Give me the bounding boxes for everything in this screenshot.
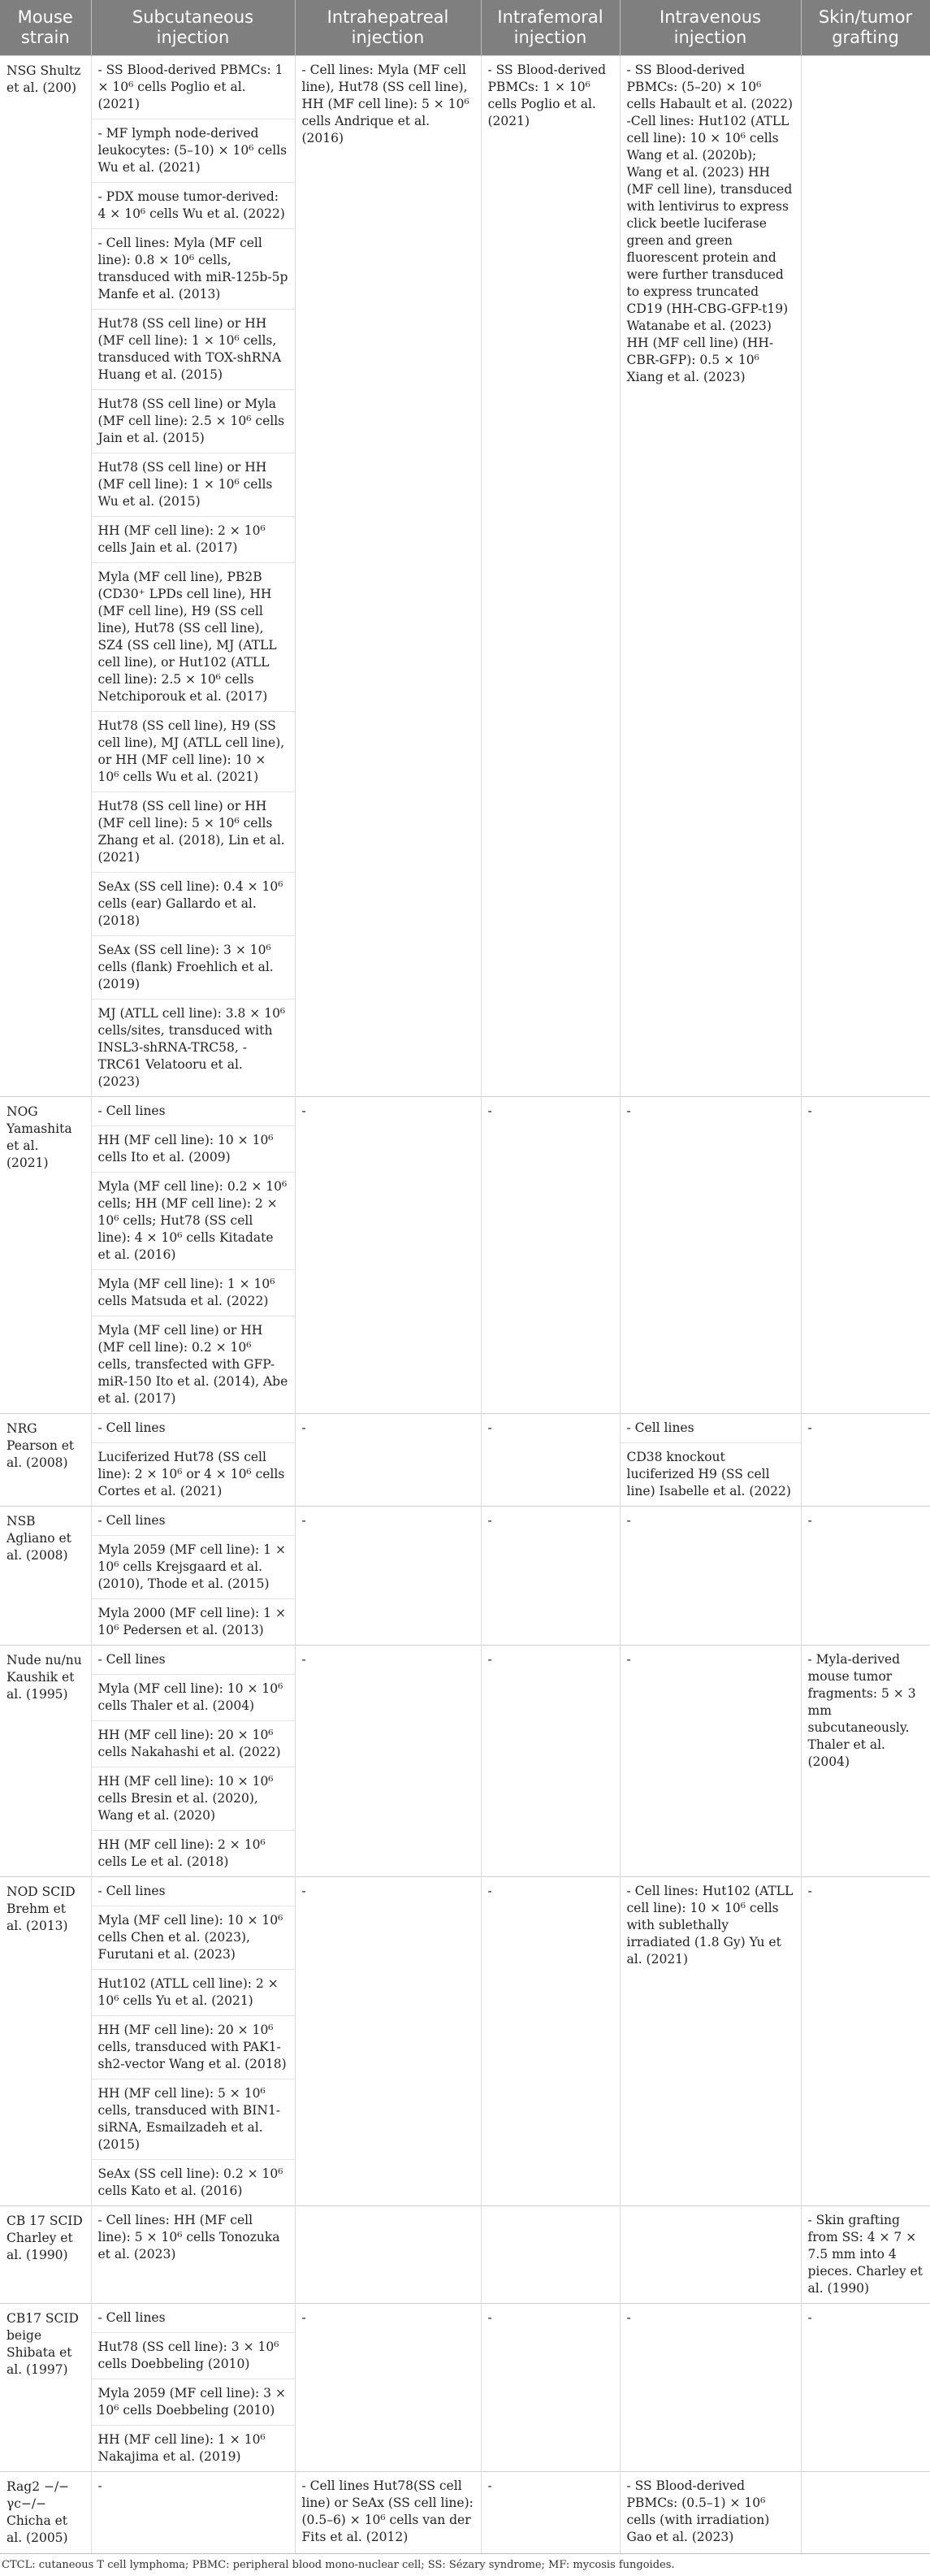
sub-cell <box>91 1414 295 1507</box>
table-row <box>0 1097 930 1414</box>
hep-entry: - Cell lines Hut78(SS cell line) or SeAx (SS cell line): (0.5–6) × 10⁶ cells van der Fits et al. (2012) <box>301 2478 474 2544</box>
iv-cell <box>620 2304 801 2472</box>
mouse-strain-cell: Rag2 −/− γc−/− Chicha et al. (2005) <box>0 2472 91 2554</box>
sub-entry: Myla 2059 (MF cell line): 3 × 10⁶ cells Doebbeling (2010) <box>92 2379 295 2426</box>
sub-entry: - SS Blood-derived PBMCs: 1 × 10⁶ cells Poglio et al. (2021) <box>92 56 295 119</box>
iv-cell <box>620 56 801 1097</box>
sub-entry: HH (MF cell line): 1 × 10⁶ Nakajima et al. (2019) <box>97 2432 266 2464</box>
skin-cell <box>801 1097 930 1414</box>
skin-entry <box>802 2472 930 2483</box>
iv-cell <box>620 1877 801 2206</box>
sub-entry: Myla (MF cell line), PB2B (CD30⁺ LPDs cell line), HH (MF cell line), H9 (SS cell line), Hut78 (SS cell line), SZ4 (SS cell line), MJ (ATLL cell line), or Hut102 (ATLL cell line): 2.5 × 10⁶ cells Netchiporouk et al. (2017) <box>92 563 295 712</box>
hep-cell <box>295 1646 481 1877</box>
skin-cell <box>801 2304 930 2472</box>
table-header-row <box>0 0 930 56</box>
hep-cell <box>295 2472 481 2554</box>
fem-entry: - <box>487 1652 492 1667</box>
sub-entry: - MF lymph node-derived leukocytes: (5–10) × 10⁶ cells Wu et al. (2021) <box>92 119 295 183</box>
sub-entry: HH (MF cell line): 2 × 10⁶ cells Le et al. (2018) <box>97 1837 266 1869</box>
iv-cell <box>620 2472 801 2554</box>
sub-cell <box>91 1097 295 1414</box>
table-row <box>0 1877 930 2206</box>
sub-entry: HH (MF cell line): 5 × 10⁶ cells, transduced with BIN1- siRNA, Esmailzadeh et al. (2015) <box>92 2079 295 2160</box>
sub-entry: Myla 2059 (MF cell line): 1 × 10⁶ cells Krejsgaard et al. (2010), Thode et al. (2015) <box>92 1536 295 1599</box>
hep-entry: - Cell lines: Myla (MF cell line), Hut78 (SS cell line), HH (MF cell line): 5 × 10⁶ cells Andrique et al. (2016) <box>301 63 469 145</box>
iv-entry: - <box>626 1652 631 1667</box>
sub-cell <box>91 1507 295 1646</box>
fem-entry: - SS Blood-derived PBMCs: 1 × 10⁶ cells Poglio et al. (2021) <box>487 63 607 128</box>
fem-entry: - <box>487 2478 492 2493</box>
skin-cell <box>801 2206 930 2304</box>
sub-entry: - Cell lines <box>92 1097 295 1126</box>
fem-cell <box>481 1507 620 1646</box>
fem-cell <box>481 2472 620 2554</box>
iv-cell <box>620 2206 801 2304</box>
mouse-strain-cell: Nude nu/nu Kaushik et al. (1995) <box>0 1646 91 1877</box>
table-footnote: CTCL: cutaneous T cell lymphoma; PBMC: peripheral blood mono-nuclear cell; SS: Sézary syndrome; MF: mycosis fungoides. <box>0 2553 930 2576</box>
skin-entry <box>802 56 930 67</box>
header-mouse-strain: Mouse strain <box>0 0 91 56</box>
fem-cell <box>481 56 620 1097</box>
sub-entry: SeAx (SS cell line): 3 × 10⁶ cells (flank) Froehlich et al. (2019) <box>92 936 295 1000</box>
table-row <box>0 2304 930 2472</box>
header-skin-grafting: Skin/tumor grafting <box>801 0 930 56</box>
hep-entry: - <box>301 1884 306 1898</box>
sub-entry: HH (MF cell line): 20 × 10⁶ cells Nakahashi et al. (2022) <box>92 1721 295 1767</box>
sub-entry: - Cell lines: Myla (MF cell line): 0.8 × 10⁶ cells, transduced with miR-125b-5p Manfe et al. (2013) <box>92 229 295 310</box>
skin-entry: - <box>807 2310 812 2325</box>
fem-cell <box>481 2304 620 2472</box>
header-intravenous: Intravenous injection <box>620 0 801 56</box>
hep-entry: - <box>301 2310 306 2325</box>
fem-entry: - <box>487 2310 492 2325</box>
table-row <box>0 2206 930 2304</box>
hep-entry: - <box>301 1513 306 1528</box>
sub-cell <box>91 56 295 1097</box>
skin-entry: - Skin grafting from SS: 4 × 7 × 7.5 mm into 4 pieces. Charley et al. (1990) <box>807 2213 923 2296</box>
hep-entry: - <box>301 1104 306 1118</box>
mouse-strain-cell: NSB Agliano et al. (2008) <box>0 1507 91 1646</box>
sub-entry: SeAx (SS cell line): 0.4 × 10⁶ cells (ear) Gallardo et al. (2018) <box>92 873 295 936</box>
sub-cell <box>91 2304 295 2472</box>
hep-cell <box>295 56 481 1097</box>
sub-entry: Hut78 (SS cell line), H9 (SS cell line), MJ (ATLL cell line), or HH (MF cell line): 10 × 10⁶ cells Wu et al. (2021) <box>92 712 295 792</box>
skin-cell <box>801 1877 930 2206</box>
iv-cell <box>620 1646 801 1877</box>
fem-cell <box>481 1877 620 2206</box>
sub-entry: Hut78 (SS cell line) or Myla (MF cell line): 2.5 × 10⁶ cells Jain et al. (2015) <box>92 390 295 453</box>
fem-entry: - <box>487 1884 492 1898</box>
sub-entry: MJ (ATLL cell line): 3.8 × 10⁶ cells/sites, transduced with INSL3-shRNA-TRC58, -TRC61 Velatooru et al. (2023) <box>97 1006 286 1089</box>
sub-entry: Myla 2000 (MF cell line): 1 × 10⁶ Pedersen et al. (2013) <box>97 1606 286 1637</box>
table-row <box>0 1646 930 1877</box>
mouse-strain-cell: CB 17 SCID Charley et al. (1990) <box>0 2206 91 2304</box>
sub-cell <box>91 1646 295 1877</box>
iv-entry <box>621 2206 801 2218</box>
skin-cell <box>801 1507 930 1646</box>
fem-entry: - <box>487 1420 492 1435</box>
sub-entry: - Cell lines <box>92 1414 295 1443</box>
iv-entry: - Cell lines: Hut102 (ATLL cell line): 10 × 10⁶ cells with sublethally irradiated (1.8 Gy) Yu et al. (2021) <box>626 1884 794 1967</box>
sub-entry: HH (MF cell line): 20 × 10⁶ cells, transduced with PAK1-sh2-vector Wang et al. (2018) <box>92 2016 295 2079</box>
header-subcutaneous: Subcutaneous injection <box>91 0 295 56</box>
fem-cell <box>481 2206 620 2304</box>
table-row <box>0 56 930 1097</box>
iv-entry: CD38 knockout luciferized H9 (SS cell line) Isabelle et al. (2022) <box>626 1450 791 1498</box>
sub-entry: - <box>97 2478 102 2493</box>
hep-cell <box>295 1097 481 1414</box>
header-intrafemoral: Intrafemoral injection <box>481 0 620 56</box>
iv-entry: - <box>626 1513 631 1528</box>
table-row <box>0 1507 930 1646</box>
mouse-strain-cell: NOG Yamashita et al. (2021) <box>0 1097 91 1414</box>
sub-entry: Hut78 (SS cell line) or HH (MF cell line): 1 × 10⁶ cells, transduced with TOX-shRNA Huang et al. (2015) <box>92 310 295 390</box>
skin-entry: - <box>807 1884 812 1898</box>
fem-entry <box>482 2206 620 2218</box>
sub-entry: Hut78 (SS cell line): 3 × 10⁶ cells Doebbeling (2010) <box>92 2333 295 2379</box>
hep-entry: - <box>301 1420 306 1435</box>
fem-cell <box>481 1646 620 1877</box>
skin-entry: - <box>807 1513 812 1528</box>
iv-cell <box>620 1507 801 1646</box>
sub-entry: - PDX mouse tumor-derived: 4 × 10⁶ cells Wu et al. (2022) <box>92 183 295 229</box>
sub-entry: - Cell lines <box>92 1507 295 1536</box>
sub-entry: Myla (MF cell line): 10 × 10⁶ cells Chen et al. (2023), Furutani et al. (2023) <box>92 1906 295 1970</box>
iv-entry: - <box>626 2310 631 2325</box>
sub-entry: Myla (MF cell line): 0.2 × 10⁶ cells; HH (MF cell line): 2 × 10⁶ cells; Hut78 (SS cell line): 4 × 10⁶ cells Kitadate et al. (2016) <box>92 1173 295 1270</box>
header-intrahepatic: Intrahepatreal injection <box>295 0 481 56</box>
sub-entry: HH (MF cell line): 10 × 10⁶ cells Bresin et al. (2020), Wang et al. (2020) <box>92 1767 295 1831</box>
sub-entry: HH (MF cell line): 10 × 10⁶ cells Ito et al. (2009) <box>92 1126 295 1173</box>
sub-entry: Hut102 (ATLL cell line): 2 × 10⁶ cells Yu et al. (2021) <box>92 1970 295 2016</box>
mouse-strain-cell: NRG Pearson et al. (2008) <box>0 1414 91 1507</box>
sub-entry: - Cell lines <box>92 2304 295 2333</box>
sub-entry: Hut78 (SS cell line) or HH (MF cell line): 5 × 10⁶ cells Zhang et al. (2018), Lin et al. (2021) <box>92 792 295 873</box>
hep-cell <box>295 1877 481 2206</box>
iv-cell <box>620 1414 801 1507</box>
hep-cell <box>295 2206 481 2304</box>
sub-entry: - Cell lines: HH (MF cell line): 5 × 10⁶ cells Tonozuka et al. (2023) <box>97 2213 280 2262</box>
skin-cell <box>801 56 930 1097</box>
hep-entry: - <box>301 1652 306 1667</box>
fem-cell <box>481 1414 620 1507</box>
sub-cell <box>91 2206 295 2304</box>
sub-cell <box>91 2472 295 2554</box>
mouse-strain-cell: NOD SCID Brehm et al. (2013) <box>0 1877 91 2206</box>
fem-cell <box>481 1097 620 1414</box>
skin-entry: - <box>807 1104 812 1118</box>
hep-cell <box>295 2304 481 2472</box>
sub-entry: - Cell lines <box>92 1646 295 1675</box>
table-row <box>0 2472 930 2554</box>
skin-entry: - Myla-derived mouse tumor fragments: 5 × 3 mm subcutaneously. Thaler et al. (2004) <box>807 1652 916 1769</box>
fem-entry: - <box>487 1513 492 1528</box>
sub-entry: Myla (MF cell line) or HH (MF cell line): 0.2 × 10⁶ cells, transfected with GFP-miR-150 Ito et al. (2014), Abe et al. (2017) <box>97 1323 288 1406</box>
mouse-strain-cell: NSG Shultz et al. (200) <box>0 56 91 1097</box>
hep-cell <box>295 1507 481 1646</box>
iv-entry: - <box>626 1104 631 1118</box>
skin-cell <box>801 1646 930 1877</box>
sub-entry: SeAx (SS cell line): 0.2 × 10⁶ cells Kato et al. (2016) <box>97 2166 283 2198</box>
hep-cell <box>295 1414 481 1507</box>
sub-entry: HH (MF cell line): 2 × 10⁶ cells Jain et al. (2017) <box>92 517 295 563</box>
iv-entry: - SS Blood-derived PBMCs: (0.5–1) × 10⁶ cells (with irradiation) Gao et al. (2023) <box>626 2478 770 2544</box>
sub-entry: Luciferized Hut78 (SS cell line): 2 × 10⁶ or 4 × 10⁶ cells Cortes et al. (2021) <box>97 1450 285 1498</box>
iv-entry: - SS Blood-derived PBMCs: (5–20) × 10⁶ cells Habault et al. (2022) -Cell lines: Hut102 (ATLL cell line): 10 × 10⁶ cells Wang et al. (2020b); Wang et al. (2023) HH (MF cell line), transduced with lentivirus to express click beetle luciferase green and green fluorescent protein and were further transduced to express truncated CD19 (HH-CBG-GFP-t19) Watanabe et al. (2023) HH (MF cell line) (HH-CBR-GFP): 0.5 × 10⁶ Xiang et al. (2023) <box>626 63 794 384</box>
skin-cell <box>801 1414 930 1507</box>
skin-cell <box>801 2472 930 2554</box>
sub-entry: Myla (MF cell line): 10 × 10⁶ cells Thaler et al. (2004) <box>92 1675 295 1721</box>
hep-entry <box>296 2206 481 2218</box>
sub-entry: Myla (MF cell line): 1 × 10⁶ cells Matsuda et al. (2022) <box>92 1270 295 1316</box>
sub-entry: - Cell lines <box>92 1877 295 1906</box>
iv-cell <box>620 1097 801 1414</box>
iv-entry: - Cell lines <box>621 1414 801 1443</box>
table-row <box>0 1414 930 1507</box>
fem-entry: - <box>487 1104 492 1118</box>
mouse-strain-cell: CB17 SCID beige Shibata et al. (1997) <box>0 2304 91 2472</box>
sub-cell <box>91 1877 295 2206</box>
skin-entry: - <box>807 1420 812 1435</box>
sub-entry: Hut78 (SS cell line) or HH (MF cell line): 1 × 10⁶ cells Wu et al. (2015) <box>92 453 295 517</box>
